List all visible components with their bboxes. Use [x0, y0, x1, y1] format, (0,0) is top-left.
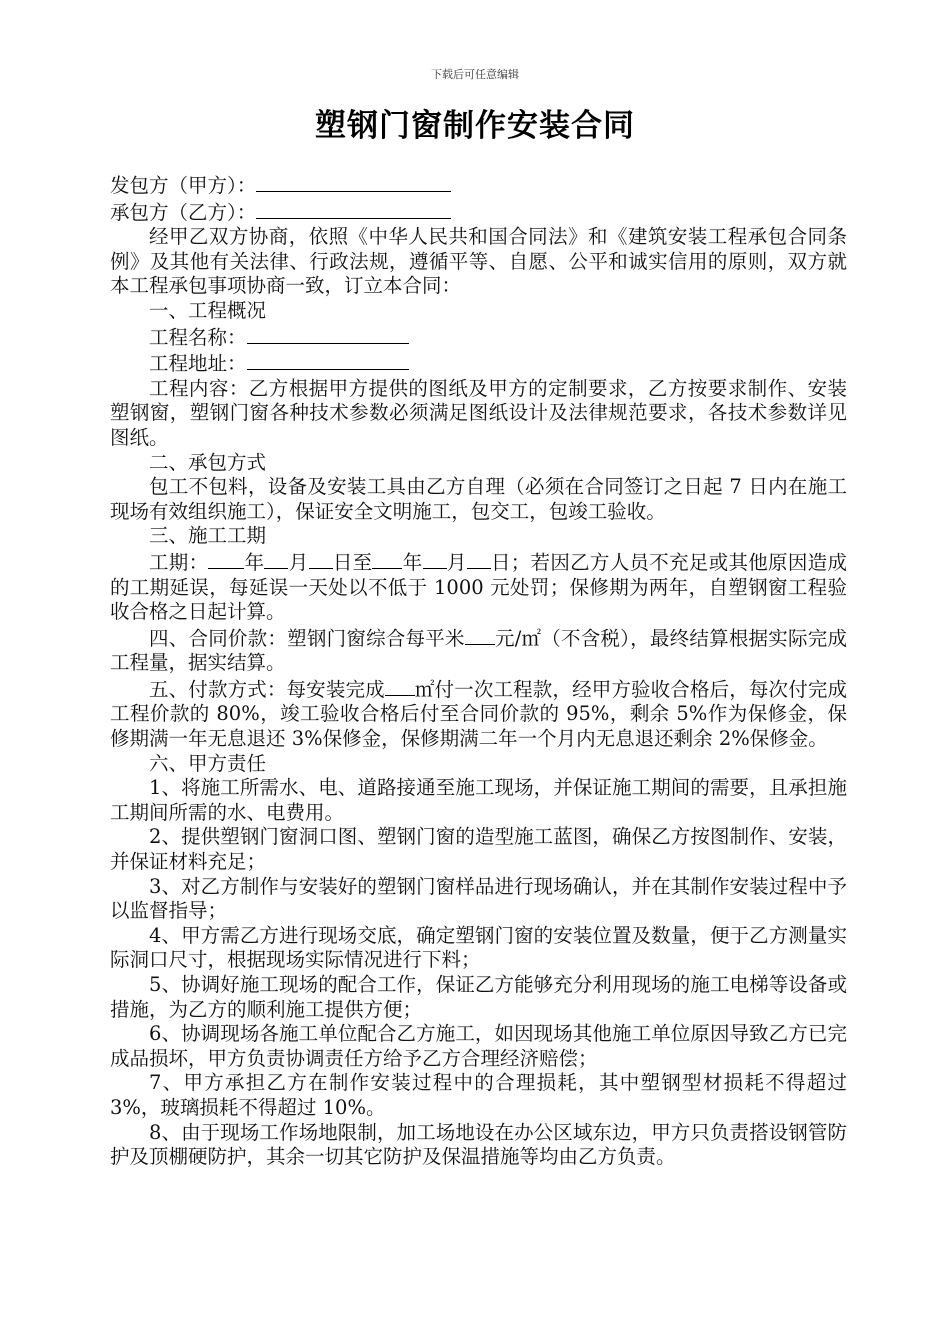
price-text-a: 四、合同价款：塑钢门窗综合每平米	[149, 626, 465, 650]
end-day-blank[interactable]	[467, 549, 491, 569]
section-1-title: 一、工程概况	[149, 298, 267, 322]
project-address-line	[110, 350, 847, 377]
schedule-rest: 日；若因乙方人员不充足或其他原因造成的工期延误，每延误一天处以不低于 1000 元处罚；保修期为两年，自塑钢窗工程验收合格之日起计算。	[110, 550, 847, 624]
contract-body	[110, 172, 847, 1170]
duty-item: 1、将施工所需水、电、道路接通至施工现场，并保证施工期间的需要，且承担施工期间所需的水、电费用。	[110, 776, 847, 824]
duty-item: 2、提供塑钢门窗洞口图、塑钢门窗的造型施工蓝图，确保乙方按图制作、安装，并保证材料充足；	[110, 825, 847, 874]
document-title: 塑钢门窗制作安装合同	[315, 108, 635, 144]
project-content: 工程内容：乙方根据甲方提供的图纸及甲方的定制要求，乙方按要求制作、安装塑钢窗，塑钢门窗各种技术参数必须满足图纸设计及法律规范要求，各技术参数详见图纸。	[110, 376, 847, 449]
project-address-label: 工程地址：	[149, 352, 247, 376]
price-text-b: 元/㎡（不含税），最终结算根据实际完成工程量，据实结算。	[110, 626, 847, 675]
project-name-label: 工程名称：	[149, 325, 247, 349]
start-year-blank[interactable]	[208, 549, 244, 569]
year-label-1: 年	[244, 550, 265, 574]
section-3-title: 三、施工工期	[149, 524, 267, 548]
party-a-label: 发包方（甲方）：	[110, 174, 257, 197]
month-label-1: 月	[288, 550, 309, 574]
intro-paragraph: 经甲乙双方协商，依照《中华人民共和国合同法》和《建筑安装工程承包合同条例》及其他有关法律、行政法规，遵循平等、自愿、公平和诚实信用的原则，双方就本工程承包事项协商一致，订立本合同：	[110, 225, 847, 298]
party-b-line	[110, 199, 847, 226]
project-address-blank[interactable]	[247, 350, 409, 370]
section-6-title: 六、甲方责任	[149, 751, 267, 775]
page-header: 下载后可任意编辑	[431, 68, 519, 81]
day-to-label: 日至	[332, 550, 373, 574]
end-year-blank[interactable]	[372, 549, 402, 569]
duty-item: 8、由于现场工作场地限制，加工场地设在办公区域东边，甲方只负责搭设钢管防护及顶棚硬防护，其余一切其它防护及保温措施等均由乙方负责。	[110, 1120, 847, 1169]
duty-item: 6、协调现场各施工单位配合乙方施工，如因现场其他施工单位原因导致乙方已完成品损坏，甲方负责协调责任方给予乙方合理经济赔偿；	[110, 1022, 847, 1070]
end-month-blank[interactable]	[423, 549, 447, 569]
party-b-blank[interactable]	[256, 199, 451, 219]
contract-method-text: 包工不包料，设备及安装工具由乙方自理（必须在合同签订之日起 7 日内在施工现场有效组织施工），保证安全文明施工，包交工，包竣工验收。	[110, 475, 847, 523]
unit-price-blank[interactable]	[465, 625, 495, 645]
start-day-blank[interactable]	[309, 549, 333, 569]
year-label-2: 年	[402, 550, 423, 574]
payment-paragraph	[110, 676, 847, 752]
party-b-label: 承包方（乙方）：	[110, 200, 257, 224]
duty-item: 7、甲方承担乙方在制作安装过程中的合理损耗，其中塑钢型材损耗不得超过 3%，玻璃损耗不得超过 10%。	[110, 1071, 847, 1119]
project-name-line	[110, 324, 847, 351]
schedule-paragraph	[110, 549, 847, 625]
party-a-blank[interactable]	[256, 172, 451, 192]
payment-text-a: 五、付款方式：每安装完成	[149, 677, 385, 701]
duty-item: 4、甲方需乙方进行现场交底，确定塑钢门窗的安装位置及数量，便于乙方测量实际洞口尺寸，根据现场实际情况进行下料；	[110, 923, 847, 972]
project-name-blank[interactable]	[247, 324, 409, 344]
start-month-blank[interactable]	[264, 549, 288, 569]
section-2-title: 二、承包方式	[149, 450, 267, 474]
duty-item: 5、协调好施工现场的配合工作，保证乙方能够充分利用现场的施工电梯等设备或措施，为乙方的顺利施工提供方便；	[110, 973, 847, 1021]
month-label-2: 月	[446, 550, 467, 574]
area-blank[interactable]	[385, 676, 415, 696]
payment-text-b: ㎡付一次工程款，经甲方验收合格后，每次付完成工程价款的 80%，竣工验收合格后付至合同价款的 95%，剩余 5%作为保修金，保修期满一年无息退还 3%保修金，保修期满二年一个月内无息退还剩余 2%保修金。	[110, 677, 847, 751]
schedule-label: 工期：	[149, 550, 209, 574]
price-paragraph	[110, 625, 847, 676]
party-a-line	[110, 172, 847, 199]
duty-item: 3、对乙方制作与安装好的塑钢门窗样品进行现场确认，并在其制作安装过程中予以监督指导；	[110, 874, 847, 923]
